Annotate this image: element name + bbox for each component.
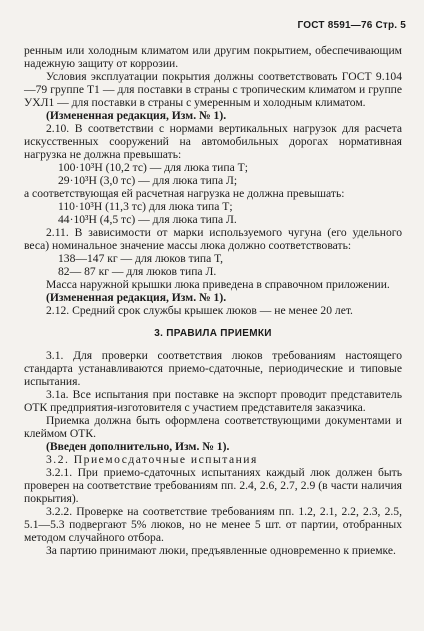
- paragraph-3-1: 3.1. Для проверки соответствия люков требованиям настоящего стандарта устанавливаются приемо-сдаточные, периодические и типовые испытания.: [24, 349, 402, 388]
- document-body: [24, 44, 402, 557]
- load-item: 110·10³Н (11,3 тс) для люка типа Т;: [58, 200, 233, 213]
- page-header: ГОСТ 8591—76 Стр. 5: [297, 20, 406, 31]
- subsection-heading: 3.2. Приемосдаточные испытания: [46, 453, 258, 466]
- paragraph-3-2-2: 3.2.2. Проверке на соответствие требованиям пп. 1.2, 2.1, 2.2, 2.3, 2.5, 5.1—5.3 подвергают 5% люков, но не менее 5 шт. от партии, отобранных методом случайного отбора.: [24, 505, 402, 544]
- amendment-note: (Введен дополнительно, Изм. № 1).: [46, 440, 230, 453]
- load-item: 29·10³Н (3,0 тс) — для люка типа Л;: [58, 174, 238, 187]
- paragraph-3-2-1: 3.2.1. При приемо-сдаточных испытаниях каждый люк должен быть проверен на соответствие требованиям пп. 2.4, 2.6, 2.7, 2.9 (в части наличия покрытия).: [24, 466, 402, 505]
- mass-item: 82— 87 кг — для люков типа Л.: [58, 265, 217, 278]
- paragraph-design-load: а соответствующая ей расчетная нагрузка не должна превышать:: [24, 187, 345, 200]
- paragraph-acceptance: Приемка должна быть оформлена соответствующими документами и клеймом ОТК.: [24, 414, 402, 440]
- section-heading: 3. ПРАВИЛА ПРИЕМКИ: [154, 328, 272, 339]
- paragraph-2-12: 2.12. Средний срок службы крышек люков — не менее 20 лет.: [46, 304, 353, 317]
- paragraph-2-10: 2.10. В соответствии с нормами вертикальных нагрузок для расчета искусственных сооружений на автомобильных дорогах нормативная нагрузка не должна превышать:: [24, 122, 402, 161]
- paragraph-outer-cover-mass: Масса наружной крышки люка приведена в справочном приложении.: [46, 278, 390, 291]
- amendment-note: (Измененная редакция, Изм. № 1).: [46, 291, 227, 304]
- mass-item: 138—147 кг — для люков типа Т,: [58, 252, 223, 265]
- paragraph-continuation: ренным или холодным климатом или другим покрытием, обеспечивающим надежную защиту от коррозии.: [24, 44, 402, 70]
- load-item: 44·10³Н (4,5 тс) — для люка типа Л.: [58, 213, 237, 226]
- amendment-note: (Измененная редакция, Изм. № 1).: [46, 109, 227, 122]
- paragraph-batch: За партию принимают люки, предъявленные одновременно к приемке.: [46, 544, 396, 557]
- paragraph-3-1a: 3.1а. Все испытания при поставке на экспорт проводит представитель ОТК предприятия-изготовителя с участием представителя заказчика.: [24, 388, 402, 414]
- paragraph-2-11: 2.11. В зависимости от марки используемого чугуна (его удельного веса) номинальное значение массы люка должно соответствовать:: [24, 226, 402, 252]
- load-item: 100·10³Н (10,2 тс) — для люка типа Т;: [58, 161, 248, 174]
- paragraph-coating-conditions: Условия эксплуатации покрытия должны соответствовать ГОСТ 9.104—79 группе Т1 — для поставки в страны с тропическим климатом и группе УХЛ1 — для поставки в страны с умеренным и холодным климатом.: [24, 70, 402, 109]
